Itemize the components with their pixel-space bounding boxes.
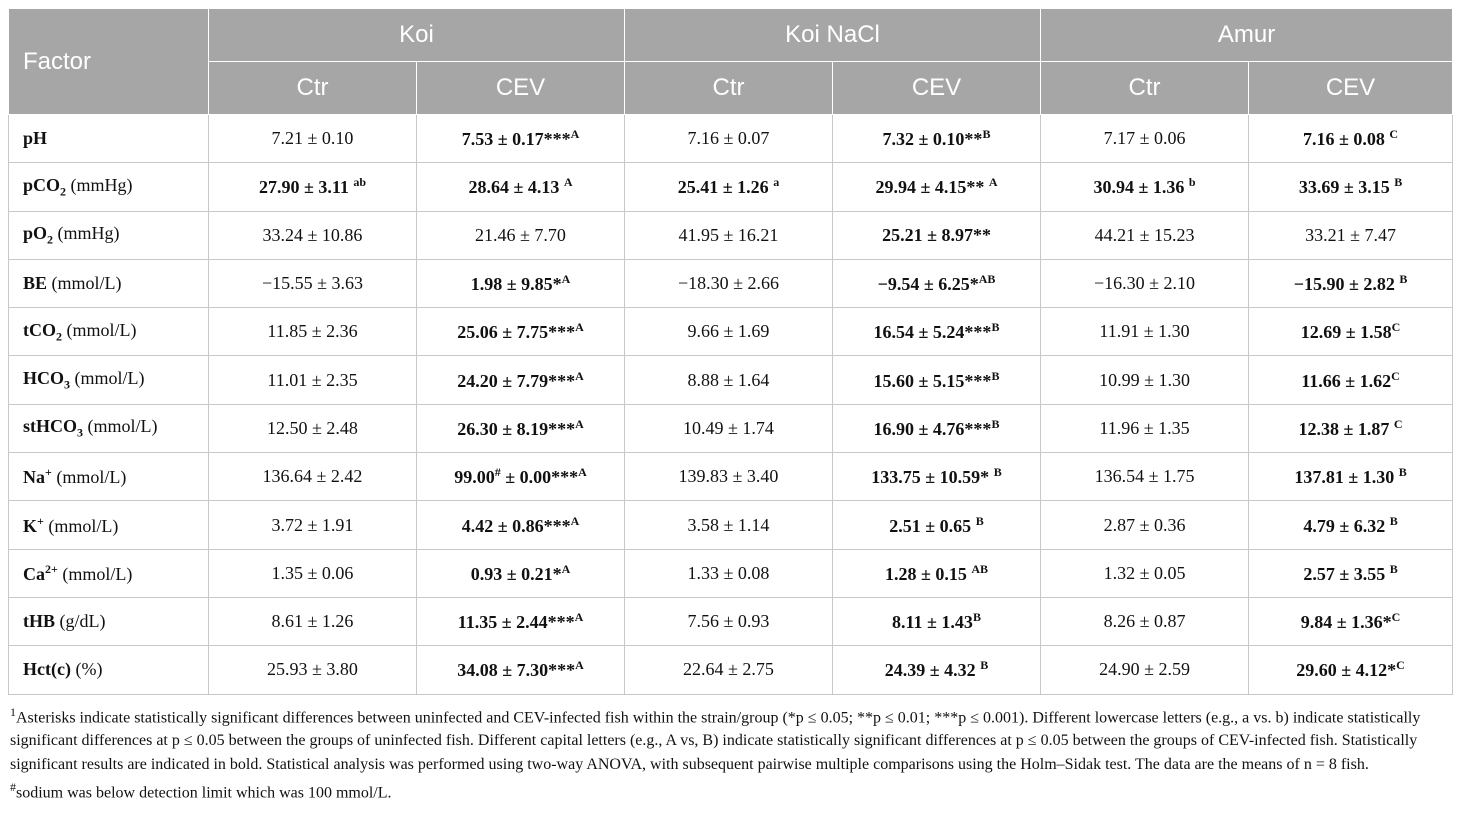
value-cell	[209, 211, 417, 259]
value-cell	[1249, 259, 1453, 307]
cell-value: 25.41 ± 1.26	[677, 177, 774, 198]
cell-significance-letter: B	[975, 513, 984, 528]
cell-significance-letter: C	[1389, 127, 1399, 142]
value-cell	[209, 549, 417, 597]
value-cell	[209, 501, 417, 549]
factor-superscript: 2+	[45, 561, 58, 576]
value-cell	[209, 646, 417, 694]
factor-name: pO	[23, 222, 48, 243]
factor-name: HCO	[23, 367, 65, 388]
cell-value: 1.28 ± 0.15	[884, 563, 972, 584]
table-container	[8, 8, 1452, 805]
value-cell	[209, 453, 417, 501]
cell-significance-letter: C	[1393, 416, 1403, 431]
table-row	[9, 453, 1453, 501]
value-cell	[625, 549, 833, 597]
value-cell	[1249, 597, 1453, 645]
cell-value-rest: ± 0.00***	[500, 467, 579, 488]
cell-value: 24.90 ± 2.59	[1099, 659, 1190, 680]
value-cell	[417, 453, 625, 501]
factor-unit: (mmol/L)	[70, 367, 145, 388]
factor-subscript: 2	[56, 329, 62, 344]
footnote-text: sodium was below detection limit which was 100 mmol/L.	[16, 784, 392, 802]
factor-subscript: 3	[77, 425, 83, 440]
cell-value: 8.11 ± 1.43	[892, 612, 973, 633]
footnote-2	[10, 776, 1450, 805]
factor-name: Ca	[23, 563, 45, 584]
value-cell	[209, 404, 417, 452]
table-row	[9, 259, 1453, 307]
factor-name: tCO	[23, 319, 56, 340]
cell-value: 44.21 ± 15.23	[1094, 224, 1195, 245]
cell-significance-letter: A	[561, 272, 571, 287]
value-cell	[625, 163, 833, 211]
footnote-1	[10, 701, 1450, 777]
value-cell	[625, 404, 833, 452]
factor-name: stHCO	[23, 416, 77, 437]
value-cell	[1249, 115, 1453, 163]
cell-significance-letter: A	[575, 320, 584, 335]
cell-significance-letter: b	[1188, 175, 1196, 190]
footnotes	[8, 701, 1452, 806]
cell-value: 26.30 ± 8.19***	[457, 418, 576, 439]
cell-significance-letter: B	[1394, 175, 1403, 190]
value-cell	[1249, 404, 1453, 452]
footnote-mark: #	[10, 780, 16, 795]
cell-value: 11.01 ± 2.35	[267, 369, 358, 390]
cell-significance-letter: A	[575, 658, 584, 673]
subheader-ctr: Ctr	[1041, 62, 1249, 115]
table-row	[9, 356, 1453, 404]
cell-value: 1.32 ± 0.05	[1103, 562, 1186, 583]
cell-value: 12.50 ± 2.48	[267, 417, 358, 438]
factor-name: tHB	[23, 611, 56, 632]
cell-value: 7.17 ± 0.06	[1103, 128, 1186, 149]
factor-name: BE	[23, 273, 48, 294]
table-row	[9, 501, 1453, 549]
value-cell	[833, 115, 1041, 163]
factor-unit: (mmol/L)	[51, 467, 127, 488]
cell-value: 1.35 ± 0.06	[271, 562, 354, 583]
value-cell	[1041, 259, 1249, 307]
value-cell	[833, 308, 1041, 356]
cell-value: 1.33 ± 0.08	[687, 562, 770, 583]
value-cell	[209, 356, 417, 404]
cell-value: 25.93 ± 3.80	[267, 659, 358, 680]
cell-value: 10.99 ± 1.30	[1099, 369, 1190, 390]
cell-value: 16.54 ± 5.24***	[873, 322, 992, 343]
factor-cell	[9, 404, 209, 452]
cell-value: 137.81 ± 1.30	[1294, 467, 1399, 488]
cell-significance-letter: B	[1389, 561, 1398, 576]
cell-significance-letter: B	[1398, 465, 1407, 480]
value-cell	[1041, 404, 1249, 452]
value-cell	[1041, 308, 1249, 356]
footnote-text: Asterisks indicate statistically significant differences between uninfected and CEV-infected fish within the strain/group (*p ≤ 0.05; **p ≤ 0.01; ***p ≤ 0.001). Different lowercase letters (e.g., a vs. b) indicate statistically significant differences at p ≤ 0.05 between the groups of uninfected fish. Different capital letters (e.g., A vs, B) indicate statistically significant differences at p ≤ 0.05 between the groups of CEV-infected fish. Statistically significant results are indicated in bold. Statistical analysis was performed using two-way ANOVA, with subsequent pairwise multiple comparisons using the Holm–Sidak test. The data are the means of n = 8 fish.	[10, 708, 1421, 773]
factor-cell	[9, 453, 209, 501]
cell-value: 11.66 ± 1.62	[1301, 370, 1392, 391]
cell-significance-letter: A	[578, 465, 587, 480]
cell-value: 7.21 ± 0.10	[271, 128, 354, 149]
factor-name: Hct(c)	[23, 659, 71, 680]
factor-cell	[9, 501, 209, 549]
value-cell	[625, 356, 833, 404]
factor-superscript: +	[37, 513, 44, 528]
cell-value: 7.53 ± 0.17***	[461, 129, 571, 150]
value-cell	[417, 404, 625, 452]
subheader-cev: CEV	[1249, 62, 1453, 115]
cell-value: 29.94 ± 4.15**	[875, 177, 989, 198]
table-body	[9, 115, 1453, 695]
value-cell	[1249, 646, 1453, 694]
blood-parameters-table	[8, 8, 1453, 695]
value-cell	[1041, 115, 1249, 163]
cell-significance-letter: A	[988, 175, 998, 190]
cell-value: 136.54 ± 1.75	[1094, 466, 1195, 487]
cell-value: −15.90 ± 2.82	[1293, 274, 1400, 295]
value-cell	[417, 356, 625, 404]
cell-significance-letter: B	[980, 658, 989, 673]
factor-unit: (mmol/L)	[62, 319, 137, 340]
table-row	[9, 404, 1453, 452]
cell-value: 30.94 ± 1.36	[1093, 177, 1189, 198]
cell-value: 25.06 ± 7.75***	[457, 322, 576, 343]
cell-value: 28.64 ± 4.13	[468, 177, 564, 198]
cell-significance-letter: C	[1391, 320, 1401, 335]
cell-value: 11.35 ± 2.44***	[457, 612, 575, 633]
cell-value: 41.95 ± 16.21	[678, 224, 779, 245]
factor-unit: (mmol/L)	[57, 563, 133, 584]
value-cell	[1041, 163, 1249, 211]
subheader-ctr: Ctr	[625, 62, 833, 115]
value-cell	[625, 115, 833, 163]
cell-value: 7.16 ± 0.07	[687, 128, 770, 149]
cell-value: 7.56 ± 0.93	[687, 611, 770, 632]
value-cell	[625, 259, 833, 307]
subheader-ctr: Ctr	[209, 62, 417, 115]
cell-significance-letter: B	[991, 416, 1000, 431]
value-cell	[625, 597, 833, 645]
factor-subscript: 2	[47, 232, 54, 247]
factor-name: K	[23, 515, 38, 536]
cell-significance-letter: A	[575, 368, 584, 383]
value-cell	[209, 163, 417, 211]
subheader-cev: CEV	[833, 62, 1041, 115]
cell-value: 12.38 ± 1.87	[1298, 418, 1394, 439]
value-cell	[417, 501, 625, 549]
cell-value: 3.58 ± 1.14	[687, 514, 770, 535]
value-cell	[417, 646, 625, 694]
value-cell	[417, 211, 625, 259]
cell-value: −15.55 ± 3.63	[261, 273, 364, 294]
value-cell	[417, 259, 625, 307]
value-cell	[1041, 453, 1249, 501]
factor-cell	[9, 549, 209, 597]
factor-cell	[9, 597, 209, 645]
cell-significance-letter: AB	[971, 561, 989, 576]
cell-significance-letter: A	[561, 561, 571, 576]
value-cell	[1249, 308, 1453, 356]
value-cell	[833, 404, 1041, 452]
cell-value: 136.64 ± 2.42	[262, 466, 363, 487]
factor-subscript: 2	[60, 184, 67, 199]
cell-value: −18.30 ± 2.66	[677, 273, 780, 294]
value-cell	[833, 549, 1041, 597]
cell-value: 4.42 ± 0.86***	[461, 515, 571, 536]
table-row	[9, 646, 1453, 694]
cell-value: 7.16 ± 0.08	[1302, 129, 1390, 150]
value-cell	[625, 308, 833, 356]
cell-value: 3.72 ± 1.91	[271, 514, 354, 535]
table-row	[9, 308, 1453, 356]
value-cell	[209, 115, 417, 163]
cell-value: 15.60 ± 5.15***	[873, 370, 992, 391]
cell-significance-letter: A	[574, 610, 584, 625]
cell-value: 0.93 ± 0.21*	[470, 563, 562, 584]
cell-value: 29.60 ± 4.12*	[1296, 660, 1397, 681]
cell-significance-letter: C	[1391, 610, 1401, 625]
group-header-koi-nacl: Koi NaCl	[625, 9, 1041, 62]
value-cell	[1041, 211, 1249, 259]
value-cell	[209, 308, 417, 356]
cell-value: 139.83 ± 3.40	[678, 466, 779, 487]
cell-value: 7.32 ± 0.10**	[882, 129, 983, 150]
value-cell	[1249, 163, 1453, 211]
cell-value: 99.00	[454, 467, 495, 488]
table-row	[9, 597, 1453, 645]
factor-unit: (mmol/L)	[47, 273, 122, 294]
value-cell	[1249, 501, 1453, 549]
footnote-mark: 1	[10, 704, 16, 719]
cell-value: 8.61 ± 1.26	[271, 611, 354, 632]
value-cell	[1041, 549, 1249, 597]
value-cell	[833, 597, 1041, 645]
value-cell	[833, 259, 1041, 307]
factor-superscript: +	[45, 465, 52, 480]
cell-significance-letter: C	[1396, 658, 1405, 673]
cell-significance-letter: A	[575, 416, 584, 431]
value-cell	[833, 211, 1041, 259]
table-row	[9, 549, 1453, 597]
cell-value: 133.75 ± 10.59*	[871, 467, 994, 488]
factor-cell	[9, 308, 209, 356]
cell-value: 21.46 ± 7.70	[475, 224, 566, 245]
value-cell	[417, 597, 625, 645]
cell-significance-letter: B	[993, 465, 1002, 480]
value-cell	[833, 501, 1041, 549]
value-cell	[625, 453, 833, 501]
value-cell	[417, 115, 625, 163]
factor-name: pCO	[23, 174, 61, 195]
group-header-amur: Amur	[1041, 9, 1453, 62]
factor-cell	[9, 163, 209, 211]
cell-value: 11.85 ± 2.36	[267, 321, 358, 342]
cell-value: 33.21 ± 7.47	[1305, 224, 1396, 245]
value-cell	[625, 501, 833, 549]
cell-value: 12.69 ± 1.58	[1300, 322, 1392, 343]
value-cell	[209, 259, 417, 307]
factor-cell	[9, 115, 209, 163]
value-cell	[1249, 549, 1453, 597]
cell-value: 33.24 ± 10.86	[262, 224, 363, 245]
cell-value: 25.21 ± 8.97**	[882, 224, 991, 245]
factor-unit: (mmHg)	[53, 222, 120, 243]
value-cell	[833, 356, 1041, 404]
value-cell	[1041, 356, 1249, 404]
factor-name: pH	[23, 128, 48, 149]
cell-value: 27.90 ± 3.11	[258, 177, 354, 198]
value-cell	[625, 211, 833, 259]
factor-cell	[9, 211, 209, 259]
cell-value: −9.54 ± 6.25*	[877, 274, 979, 295]
factor-unit: (mmHg)	[66, 174, 133, 195]
cell-value: 8.26 ± 0.87	[1103, 611, 1186, 632]
cell-significance-letter: AB	[978, 272, 996, 287]
cell-value: 2.51 ± 0.65	[889, 515, 976, 536]
cell-value: 16.90 ± 4.76***	[873, 418, 992, 439]
cell-significance-letter: B	[991, 320, 1000, 335]
cell-significance-letter: B	[991, 368, 1000, 383]
header-row-groups	[9, 9, 1453, 62]
value-cell	[417, 308, 625, 356]
cell-value: 9.66 ± 1.69	[687, 321, 770, 342]
factor-cell	[9, 259, 209, 307]
cell-significance-letter: B	[982, 127, 991, 142]
cell-significance-letter: B	[1399, 272, 1408, 287]
cell-significance-letter: A	[563, 175, 573, 190]
cell-value: 24.39 ± 4.32	[884, 660, 981, 681]
cell-significance-letter: B	[1389, 513, 1398, 528]
subheader-cev: CEV	[417, 62, 625, 115]
cell-value: 22.64 ± 2.75	[683, 659, 774, 680]
value-cell	[417, 163, 625, 211]
factor-unit: (%)	[70, 659, 103, 680]
cell-significance-letter: A	[570, 513, 580, 528]
cell-value: 9.84 ± 1.36*	[1300, 612, 1392, 633]
cell-value: 33.69 ± 3.15	[1298, 177, 1395, 198]
value-cell	[1041, 501, 1249, 549]
value-cell	[1041, 597, 1249, 645]
value-cell	[1249, 453, 1453, 501]
value-cell	[1249, 356, 1453, 404]
cell-significance-letter: a	[773, 175, 780, 190]
cell-value: 24.20 ± 7.79***	[457, 370, 576, 391]
cell-value: 10.49 ± 1.74	[683, 417, 774, 438]
cell-value: 2.87 ± 0.36	[1103, 514, 1186, 535]
value-cell	[1041, 646, 1249, 694]
table-row	[9, 115, 1453, 163]
cell-significance-letter: B	[972, 610, 981, 625]
table-row	[9, 163, 1453, 211]
factor-unit: (mmol/L)	[83, 416, 158, 437]
value-cell	[417, 549, 625, 597]
factor-cell	[9, 646, 209, 694]
group-header-koi: Koi	[209, 9, 625, 62]
cell-value: 4.79 ± 6.32	[1303, 515, 1390, 536]
value-cell	[833, 163, 1041, 211]
cell-value: 8.88 ± 1.64	[687, 369, 770, 390]
value-cell	[1249, 211, 1453, 259]
factor-header: Factor	[9, 9, 209, 115]
cell-value: −16.30 ± 2.10	[1094, 273, 1196, 294]
factor-unit: (mmol/L)	[43, 515, 119, 536]
cell-value: 11.91 ± 1.30	[1099, 321, 1190, 342]
header-row-subgroups	[9, 62, 1453, 115]
value-cell	[833, 646, 1041, 694]
cell-value: 2.57 ± 3.55	[1303, 563, 1390, 584]
factor-unit: (g/dL)	[55, 611, 106, 632]
value-cell	[625, 646, 833, 694]
cell-value: 11.96 ± 1.35	[1099, 417, 1190, 438]
value-cell	[833, 453, 1041, 501]
table-row	[9, 211, 1453, 259]
factor-subscript: 3	[64, 377, 71, 392]
factor-cell	[9, 356, 209, 404]
value-cell	[209, 597, 417, 645]
cell-significance-letter: ab	[353, 175, 367, 190]
cell-significance-letter: C	[1391, 368, 1400, 383]
factor-name: Na	[23, 467, 45, 488]
cell-value: 1.98 ± 9.85*	[470, 274, 562, 295]
cell-footnote-mark: #	[494, 465, 501, 480]
cell-significance-letter: A	[570, 127, 580, 142]
cell-value: 34.08 ± 7.30***	[457, 660, 576, 681]
